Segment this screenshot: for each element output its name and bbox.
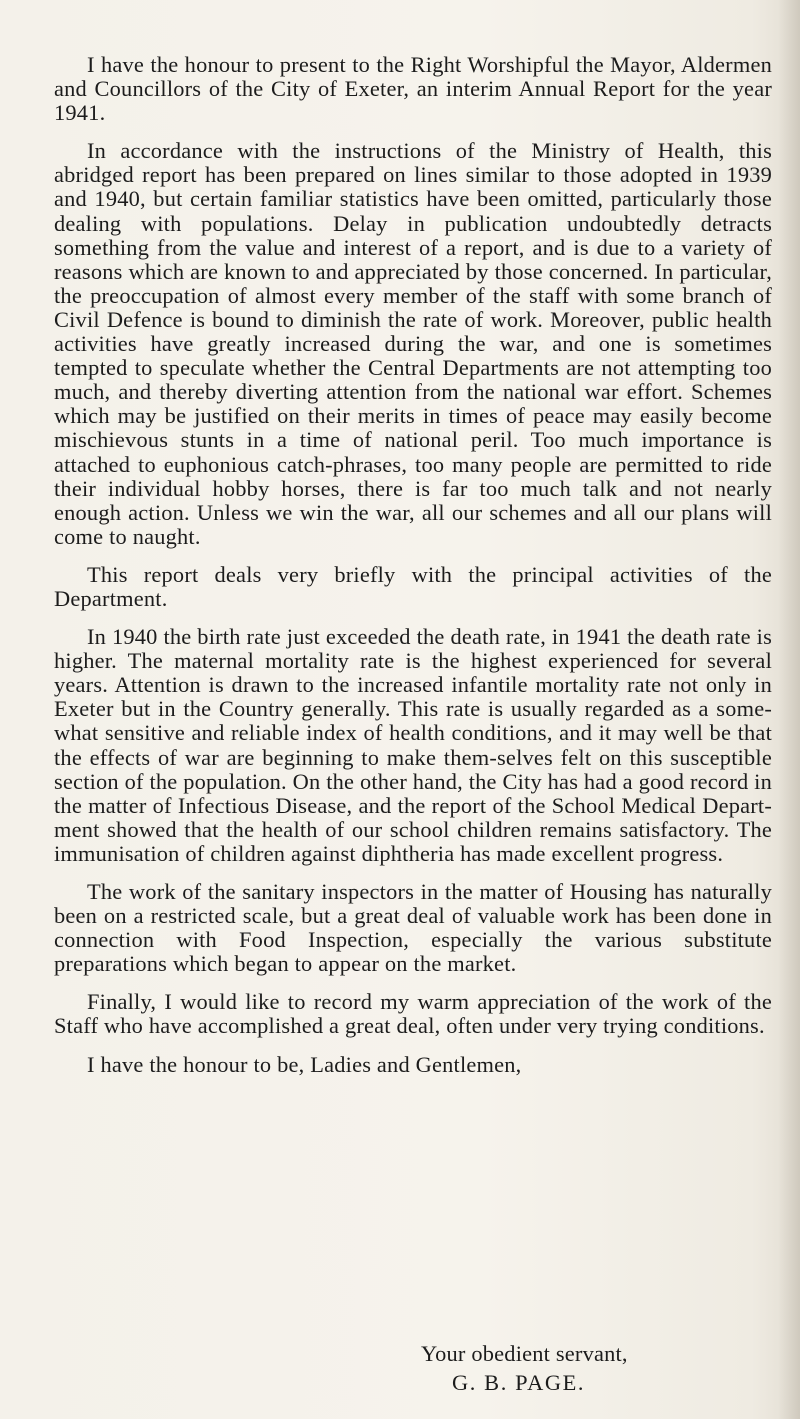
paragraph-introduction: I have the honour to present to the Right Worshipful the Mayor, Aldermen and Councillors of the City of Exeter, an interim Annual Report for the year 1941.: [54, 52, 772, 126]
signoff-signature-name: G. B. PAGE.: [452, 1370, 586, 1395]
paragraph-closing: I have the honour to be, Ladies and Gentlemen,: [87, 1051, 522, 1077]
paragraph-ministry-instructions: In accordance with the instructions of the Ministry of Health, this abridged report has been prepared on lines similar to those adopted in 1939 and 1940, but certain familiar statistics have been omitted, particularly those dealing with populations. Delay in publication undoubtedly detracts something from the value and interest of a report, and is due to a variety of reasons which are known to and appreciated by those concerned. In particular, the preoccupation of almost every member of the staff with some branch of Civil Defence is bound to diminish the rate of work. Moreover, public health activities have greatly increased during the war, and one is sometimes tempted to speculate whether the Central Departments are not attempting too much, and thereby diverting attention from the national war effort. Schemes which may be justified on their merits in times of peace may easily become mischievous stunts in a time of national peril. Too much importance is attached to euphonious catch-phrases, too many people are permitted to ride their individual hobby horses, there is far too much talk and not nearly enough action. Unless we win the war, all our schemes and all our plans will come to naught.: [54, 138, 772, 549]
page-edge-shadow: [778, 0, 800, 1419]
paragraph-staff-appreciation: Finally, I would like to record my warm appreciation of the work of the Staff who have accomplished a great deal, often under very trying conditions.: [54, 989, 772, 1039]
paragraph-report-scope: This report deals very briefly with the principal activities of the Department.: [54, 561, 772, 611]
report-body: [54, 53, 772, 1077]
paragraph-vital-statistics: In 1940 the birth rate just exceeded the death rate, in 1941 the death rate is higher. The maternal mortality rate is the highest experienced for several years. Attention is drawn to the increased infantile mortality rate not only in Exeter but in the Country generally. This rate is usually regarded as a some-what sensitive and reliable index of health conditions, and it may well be that the effects of war are beginning to make them-selves felt on this susceptible section of the population. On the other hand, the City has had a good record in the matter of Infectious Disease, and the report of the School Medical Depart-ment showed that the health of our school children remains satisfactory. The immunisation of children against diphtheria has made excellent progress.: [54, 624, 772, 866]
paragraph-sanitary-inspection: The work of the sanitary inspectors in the matter of Housing has naturally been on a restricted scale, but a great deal of valuable work has been done in connection with Food Inspection, especially the various substitute preparations which began to appear on the market.: [54, 879, 772, 977]
signoff-servant: Your obedient servant,: [421, 1341, 628, 1366]
